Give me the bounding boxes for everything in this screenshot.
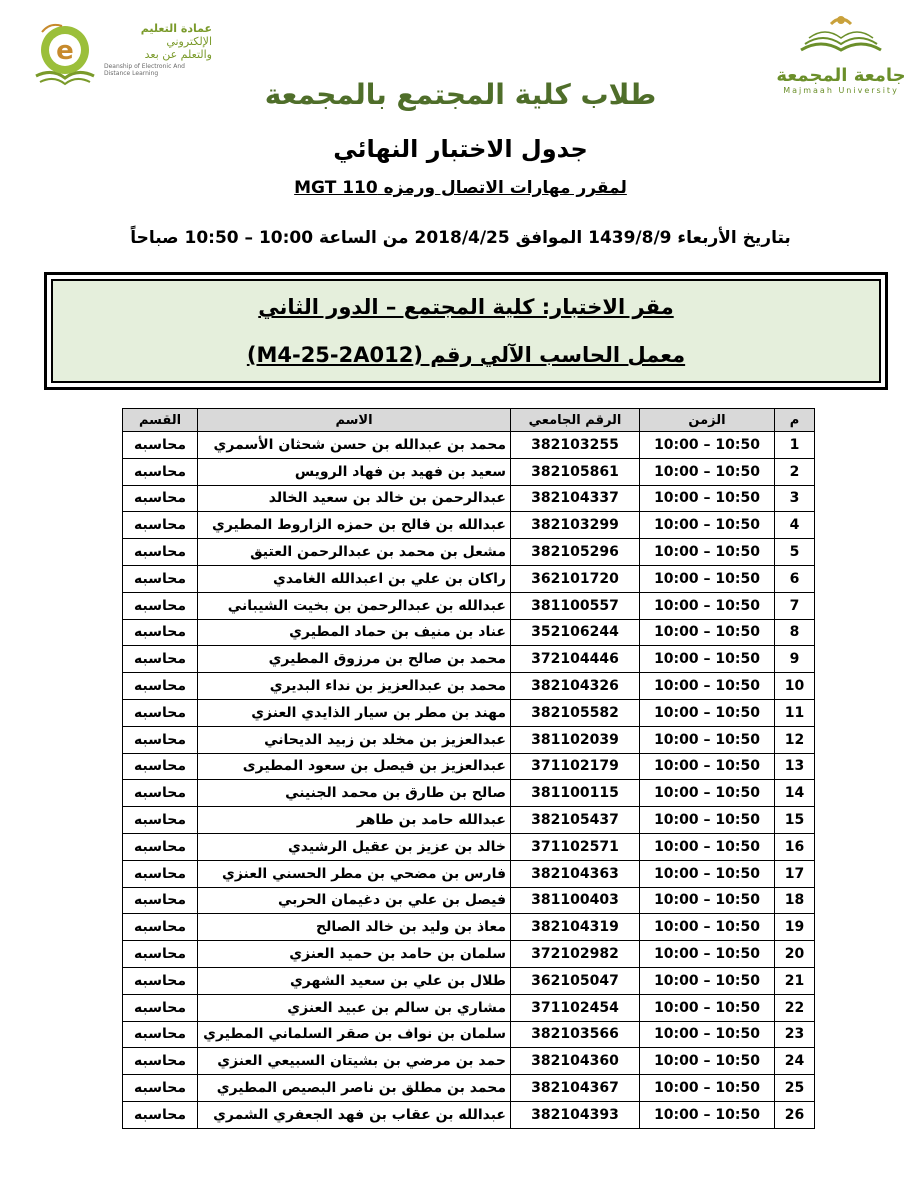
row-department: محاسبه bbox=[123, 1048, 198, 1075]
row-time: 10:00 – 10:50 bbox=[640, 1075, 775, 1102]
exam-schedule-title: جدول الاختبار النهائي bbox=[333, 135, 588, 163]
row-department: محاسبه bbox=[123, 619, 198, 646]
row-number: 26 bbox=[775, 1101, 815, 1128]
row-student-id: 382105296 bbox=[511, 539, 640, 566]
course-text: لمقرر مهارات الاتصال ورمزه MGT 110 bbox=[294, 178, 627, 198]
header-id: الرقم الجامعي bbox=[511, 409, 640, 432]
row-department: محاسبه bbox=[123, 1075, 198, 1102]
table-row bbox=[123, 512, 815, 539]
row-department: محاسبه bbox=[123, 833, 198, 860]
table-row bbox=[123, 914, 815, 941]
row-student-id: 371102571 bbox=[511, 833, 640, 860]
row-time: 10:00 – 10:50 bbox=[640, 539, 775, 566]
row-student-id: 382104326 bbox=[511, 673, 640, 700]
header-time: الزمن bbox=[640, 409, 775, 432]
row-student-id: 372104446 bbox=[511, 646, 640, 673]
row-number: 19 bbox=[775, 914, 815, 941]
university-name-english: Majmaah University bbox=[783, 86, 899, 95]
row-number: 10 bbox=[775, 673, 815, 700]
row-student-name: فيصل بن علي بن دغيمان الحربي bbox=[198, 887, 511, 914]
row-student-name: راكان بن علي بن اعبدالله الغامدي bbox=[198, 565, 511, 592]
header-dept: القسم bbox=[123, 409, 198, 432]
course-line bbox=[0, 178, 921, 198]
row-number: 3 bbox=[775, 485, 815, 512]
row-number: 2 bbox=[775, 458, 815, 485]
row-student-id: 382104360 bbox=[511, 1048, 640, 1075]
row-department: محاسبه bbox=[123, 458, 198, 485]
row-number: 24 bbox=[775, 1048, 815, 1075]
row-time: 10:00 – 10:50 bbox=[640, 887, 775, 914]
row-student-id: 382104319 bbox=[511, 914, 640, 941]
row-student-id: 381100115 bbox=[511, 780, 640, 807]
row-student-name: عناد بن منيف بن حماد المطيري bbox=[198, 619, 511, 646]
row-number: 6 bbox=[775, 565, 815, 592]
table-row bbox=[123, 726, 815, 753]
deanship-line1: عمادة التعليم bbox=[140, 22, 212, 35]
table-row bbox=[123, 485, 815, 512]
row-time: 10:00 – 10:50 bbox=[640, 967, 775, 994]
row-student-id: 362101720 bbox=[511, 565, 640, 592]
row-number: 18 bbox=[775, 887, 815, 914]
row-department: محاسبه bbox=[123, 512, 198, 539]
table-row bbox=[123, 1048, 815, 1075]
row-number: 23 bbox=[775, 1021, 815, 1048]
row-number: 9 bbox=[775, 646, 815, 673]
row-student-name: عبدالله بن عبدالرحمن بن بخيت الشيباني bbox=[198, 592, 511, 619]
row-student-id: 371102454 bbox=[511, 994, 640, 1021]
table-row bbox=[123, 807, 815, 834]
row-student-name: عبدالعزيز بن فيصل بن سعود المطيرى bbox=[198, 753, 511, 780]
row-department: محاسبه bbox=[123, 592, 198, 619]
row-number: 4 bbox=[775, 512, 815, 539]
row-student-name: مهند بن مطر بن سيار الذايدي العنزي bbox=[198, 699, 511, 726]
row-time: 10:00 – 10:50 bbox=[640, 512, 775, 539]
row-department: محاسبه bbox=[123, 753, 198, 780]
row-student-name: سعيد بن فهيد بن فهاد الرويس bbox=[198, 458, 511, 485]
row-number: 14 bbox=[775, 780, 815, 807]
row-student-name: طلال بن علي بن سعيد الشهري bbox=[198, 967, 511, 994]
row-number: 13 bbox=[775, 753, 815, 780]
table-row bbox=[123, 699, 815, 726]
row-department: محاسبه bbox=[123, 994, 198, 1021]
table-body bbox=[123, 432, 815, 1129]
table-row bbox=[123, 592, 815, 619]
row-number: 17 bbox=[775, 860, 815, 887]
row-time: 10:00 – 10:50 bbox=[640, 1101, 775, 1128]
row-student-id: 382103566 bbox=[511, 1021, 640, 1048]
row-time: 10:00 – 10:50 bbox=[640, 833, 775, 860]
row-student-name: عبدالله بن فالح بن حمزه الزاروط المطيري bbox=[198, 512, 511, 539]
row-department: محاسبه bbox=[123, 726, 198, 753]
row-number: 12 bbox=[775, 726, 815, 753]
row-student-name: خالد بن عزيز بن عقيل الرشيدي bbox=[198, 833, 511, 860]
row-student-name: صالح بن طارق بن محمد الجنيني bbox=[198, 780, 511, 807]
row-student-id: 352106244 bbox=[511, 619, 640, 646]
table-row bbox=[123, 833, 815, 860]
row-time: 10:00 – 10:50 bbox=[640, 780, 775, 807]
row-student-id: 381100403 bbox=[511, 887, 640, 914]
row-student-id: 381102039 bbox=[511, 726, 640, 753]
row-student-id: 382103255 bbox=[511, 432, 640, 459]
table-row bbox=[123, 994, 815, 1021]
row-number: 8 bbox=[775, 619, 815, 646]
row-department: محاسبه bbox=[123, 914, 198, 941]
row-time: 10:00 – 10:50 bbox=[640, 592, 775, 619]
row-department: محاسبه bbox=[123, 780, 198, 807]
row-department: محاسبه bbox=[123, 646, 198, 673]
table-row bbox=[123, 619, 815, 646]
row-number: 7 bbox=[775, 592, 815, 619]
table-row bbox=[123, 646, 815, 673]
row-student-id: 382105582 bbox=[511, 699, 640, 726]
row-number: 5 bbox=[775, 539, 815, 566]
venue-location bbox=[53, 295, 879, 319]
row-student-name: مشاري بن سالم بن عبيد العنزي bbox=[198, 994, 511, 1021]
venue-location-text: مقر الاختبار: كلية المجتمع – الدور الثاني bbox=[258, 295, 674, 319]
row-department: محاسبه bbox=[123, 941, 198, 968]
row-student-name: محمد بن صالح بن مرزوق المطيري bbox=[198, 646, 511, 673]
row-number: 21 bbox=[775, 967, 815, 994]
row-time: 10:00 – 10:50 bbox=[640, 860, 775, 887]
table-row bbox=[123, 941, 815, 968]
row-time: 10:00 – 10:50 bbox=[640, 1021, 775, 1048]
open-book-icon bbox=[791, 10, 891, 62]
row-time: 10:00 – 10:50 bbox=[640, 619, 775, 646]
row-student-name: عبدالرحمن بن خالد بن سعيد الخالد bbox=[198, 485, 511, 512]
row-number: 1 bbox=[775, 432, 815, 459]
row-student-id: 362105047 bbox=[511, 967, 640, 994]
row-time: 10:00 – 10:50 bbox=[640, 941, 775, 968]
row-student-id: 371102179 bbox=[511, 753, 640, 780]
row-student-name: عبدالله حامد بن طاهر bbox=[198, 807, 511, 834]
row-student-name: مشعل بن محمد بن عبدالرحمن العتيق bbox=[198, 539, 511, 566]
row-time: 10:00 – 10:50 bbox=[640, 432, 775, 459]
row-student-name: سلمان بن حامد بن حميد العنزي bbox=[198, 941, 511, 968]
table-row bbox=[123, 860, 815, 887]
table-row bbox=[123, 673, 815, 700]
row-student-name: سلمان بن نواف بن صقر السلماني المطيري bbox=[198, 1021, 511, 1048]
row-department: محاسبه bbox=[123, 887, 198, 914]
table-row bbox=[123, 539, 815, 566]
row-time: 10:00 – 10:50 bbox=[640, 485, 775, 512]
row-time: 10:00 – 10:50 bbox=[640, 458, 775, 485]
row-number: 22 bbox=[775, 994, 815, 1021]
row-student-id: 382103299 bbox=[511, 512, 640, 539]
row-time: 10:00 – 10:50 bbox=[640, 807, 775, 834]
row-department: محاسبه bbox=[123, 432, 198, 459]
students-table bbox=[122, 408, 815, 1129]
row-department: محاسبه bbox=[123, 860, 198, 887]
row-student-name: فارس بن مضحي بن مطر الحسني العنزي bbox=[198, 860, 511, 887]
header-num: م bbox=[775, 409, 815, 432]
venue-inner bbox=[51, 279, 881, 383]
venue-lab-text: معمل الحاسب الآلي رقم (M4-25-2A012) bbox=[246, 343, 686, 367]
row-department: محاسبه bbox=[123, 673, 198, 700]
table-row bbox=[123, 458, 815, 485]
row-number: 25 bbox=[775, 1075, 815, 1102]
table-row bbox=[123, 887, 815, 914]
row-time: 10:00 – 10:50 bbox=[640, 726, 775, 753]
row-student-name: عبدالعزيز بن مخلد بن زبيد الديحاني bbox=[198, 726, 511, 753]
deanship-english: Deanship of Electronic And Distance Learning bbox=[104, 63, 185, 77]
row-time: 10:00 – 10:50 bbox=[640, 753, 775, 780]
table-row bbox=[123, 967, 815, 994]
row-time: 10:00 – 10:50 bbox=[640, 699, 775, 726]
row-student-id: 382104367 bbox=[511, 1075, 640, 1102]
university-name-arabic: جامعة المجمعة bbox=[776, 65, 906, 86]
row-time: 10:00 – 10:50 bbox=[640, 673, 775, 700]
row-department: محاسبه bbox=[123, 699, 198, 726]
row-student-id: 382104337 bbox=[511, 485, 640, 512]
row-number: 20 bbox=[775, 941, 815, 968]
row-student-id: 382105437 bbox=[511, 807, 640, 834]
row-student-id: 381100557 bbox=[511, 592, 640, 619]
table-row bbox=[123, 565, 815, 592]
row-department: محاسبه bbox=[123, 1101, 198, 1128]
row-student-name: معاذ بن وليد بن خالد الصالح bbox=[198, 914, 511, 941]
page-title: طلاب كلية المجتمع بالمجمعة bbox=[264, 78, 657, 111]
table-row bbox=[123, 780, 815, 807]
row-department: محاسبه bbox=[123, 1021, 198, 1048]
row-student-id: 382104393 bbox=[511, 1101, 640, 1128]
row-department: محاسبه bbox=[123, 539, 198, 566]
row-student-name: محمد بن مطلق بن ناصر البصيص المطيري bbox=[198, 1075, 511, 1102]
row-student-id: 372102982 bbox=[511, 941, 640, 968]
venue-box bbox=[44, 272, 888, 390]
table-row bbox=[123, 1021, 815, 1048]
row-number: 16 bbox=[775, 833, 815, 860]
row-time: 10:00 – 10:50 bbox=[640, 994, 775, 1021]
row-department: محاسبه bbox=[123, 807, 198, 834]
row-student-name: عبدالله بن عقاب بن فهد الجعفري الشمري bbox=[198, 1101, 511, 1128]
venue-lab bbox=[53, 343, 879, 367]
row-time: 10:00 – 10:50 bbox=[640, 1048, 775, 1075]
table-row bbox=[123, 753, 815, 780]
row-time: 10:00 – 10:50 bbox=[640, 565, 775, 592]
row-student-id: 382105861 bbox=[511, 458, 640, 485]
date-line: بتاريخ الأربعاء 1439/8/9 الموافق 2018/4/25 من الساعة 10:00 – 10:50 صباحاً bbox=[130, 228, 791, 248]
svg-text:e: e bbox=[56, 36, 74, 66]
row-number: 15 bbox=[775, 807, 815, 834]
table-row bbox=[123, 432, 815, 459]
row-student-name: محمد بن عبدالله بن حسن شحثان الأسمري bbox=[198, 432, 511, 459]
row-student-id: 382104363 bbox=[511, 860, 640, 887]
row-time: 10:00 – 10:50 bbox=[640, 646, 775, 673]
row-number: 11 bbox=[775, 699, 815, 726]
table-row bbox=[123, 1075, 815, 1102]
row-department: محاسبه bbox=[123, 565, 198, 592]
row-student-name: محمد بن عبدالعزيز بن نداء البديري bbox=[198, 673, 511, 700]
deanship-line2: الإلكتروني bbox=[166, 35, 212, 48]
deanship-line3: والتعلم عن بعد bbox=[144, 48, 212, 61]
table-header-row bbox=[123, 409, 815, 432]
row-department: محاسبه bbox=[123, 967, 198, 994]
header-name: الاسم bbox=[198, 409, 511, 432]
row-student-name: حمد بن مرضي بن بشيتان السبيعي العنزي bbox=[198, 1048, 511, 1075]
row-department: محاسبه bbox=[123, 485, 198, 512]
row-time: 10:00 – 10:50 bbox=[640, 914, 775, 941]
table-row bbox=[123, 1101, 815, 1128]
